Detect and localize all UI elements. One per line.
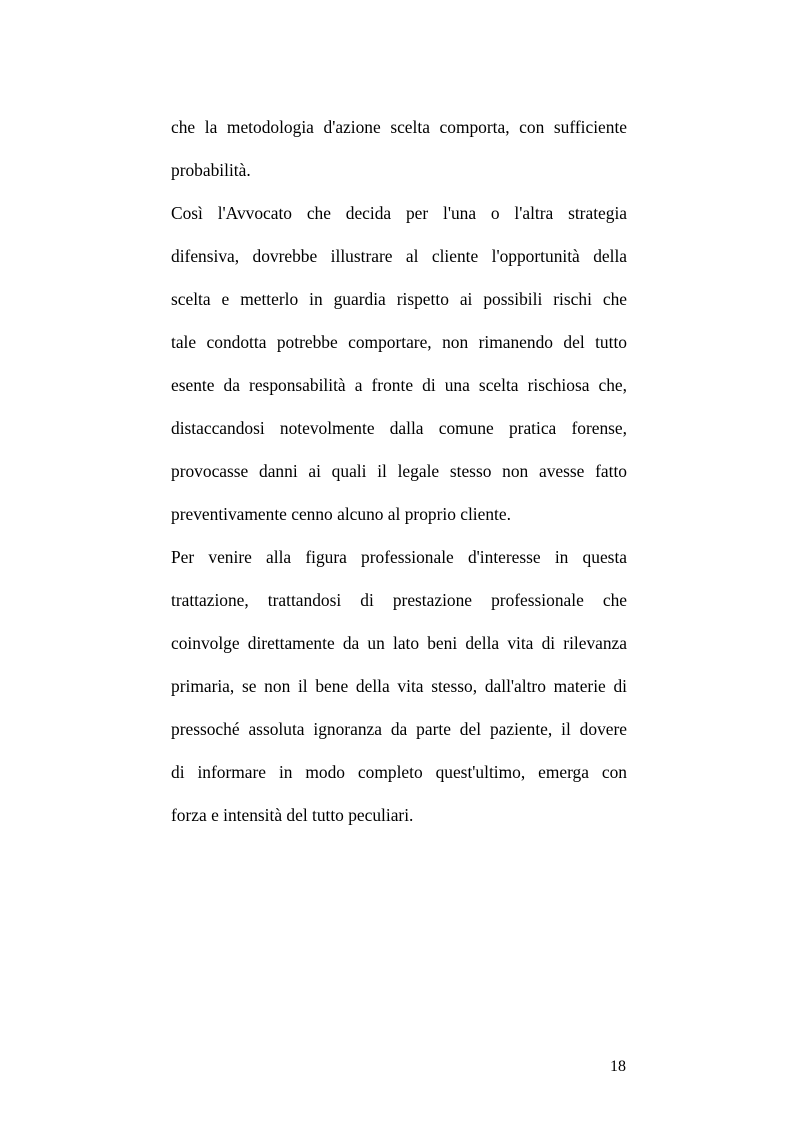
text-line: esente da responsabilità a fronte di una scelta rischiosa che, xyxy=(171,375,627,395)
text-line: provocasse danni ai quali il legale stesso non avesse fatto xyxy=(171,461,627,481)
text-line: forza e intensità del tutto peculiari. xyxy=(171,805,414,825)
page-number: 18 xyxy=(610,1058,626,1075)
text-line: probabilità. xyxy=(171,160,251,180)
text-line: scelta e metterlo in guardia rispetto ai possibili rischi che xyxy=(171,289,627,309)
text-line: coinvolge direttamente da un lato beni della vita di rilevanza xyxy=(171,633,627,653)
text-line: di informare in modo completo quest'ultimo, emerga con xyxy=(171,762,627,782)
text-line: distaccandosi notevolmente dalla comune pratica forense, xyxy=(171,418,627,438)
text-line: Per venire alla figura professionale d'interesse in questa xyxy=(171,547,627,567)
text-line: tale condotta potrebbe comportare, non rimanendo del tutto xyxy=(171,332,627,352)
text-line: primaria, se non il bene della vita stesso, dall'altro materie di xyxy=(171,676,627,696)
text-line: Così l'Avvocato che decida per l'una o l'altra strategia xyxy=(171,203,627,223)
text-line: pressoché assoluta ignoranza da parte del paziente, il dovere xyxy=(171,719,627,739)
text-line: preventivamente cenno alcuno al proprio cliente. xyxy=(171,504,511,524)
text-line: che la metodologia d'azione scelta comporta, con sufficiente xyxy=(171,117,627,137)
text-line: difensiva, dovrebbe illustrare al cliente l'opportunità della xyxy=(171,246,627,266)
text-line: trattazione, trattandosi di prestazione professionale che xyxy=(171,590,627,610)
